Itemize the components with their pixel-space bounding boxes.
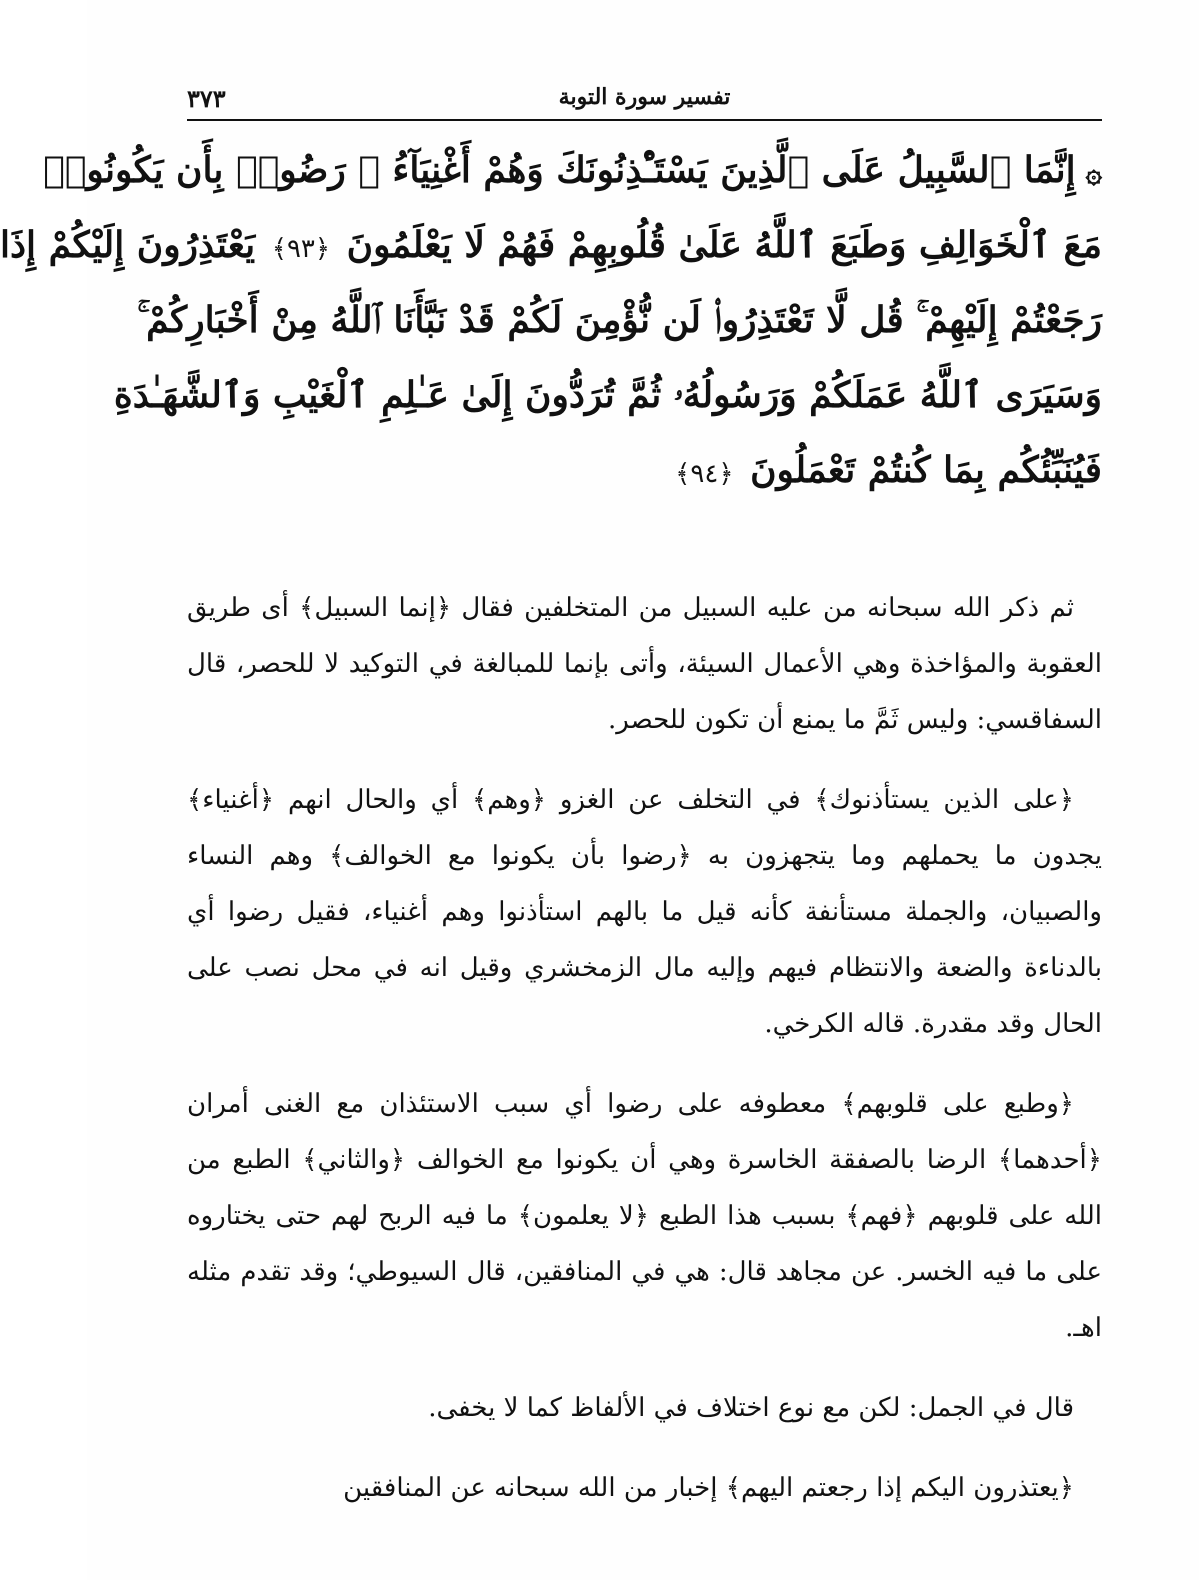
verse-text: فَيُنَبِّئُكُم بِمَا كُنتُمْ تَعْمَلُونَ — [750, 449, 1102, 491]
quran-verses — [0, 135, 1102, 510]
header-divider — [187, 119, 1102, 121]
commentary-paragraph: قال في الجمل: لكن مع نوع اختلاف في الألفاظ كما لا يخفى. — [428, 1393, 1074, 1423]
verse-text: يَعْتَذِرُونَ إِلَيْكُمْ إِذَا — [0, 224, 256, 266]
verse-line — [43, 135, 1102, 210]
verse-line — [0, 210, 1102, 285]
verse-text: مَعَ ٱلْخَوَالِفِ وَطَبَعَ ٱللَّهُ عَلَىٰ قُلُوبِهِمْ فَهُمْ لَا يَعْلَمُونَ — [346, 224, 1102, 266]
commentary-paragraph: ﴿على الذين يستأذنوك﴾ في التخلف عن الغزو ﴿وهم﴾ أي والحال انهم ﴿أغنياء﴾ يجدون ما يحملهم وما يتجهزون به ﴿رضوا بأن يكونوا مع الخوالف﴾ وهم النساء والصبيان، والجملة مستأنفة كأنه قيل ما بالهم استأذنوا وهم أغنياء، فقيل رضوا أي بالدناءة والضعة والانتظام فيهم وإليه مال الزمخشري وقيل انه في محل نصب على الحال وقد مقدرة. قاله الكرخي. — [187, 785, 1102, 1039]
verse-text: وَسَيَرَى ٱللَّهُ عَمَلَكُمْ وَرَسُولُهُۥ ثُمَّ تُرَدُّونَ إِلَىٰ عَـٰلِمِ ٱلْغَيْبِ وَٱلشَّهَـٰدَةِ — [113, 374, 1102, 416]
verse-text: إِنَّمَا ٱلسَّبِيلُ عَلَى ٱلَّذِينَ يَسْتَـْٔذِنُونَكَ وَهُمْ أَغْنِيَآءُ ۚ رَضُوا۟ بِأَن يَكُونُوا۟ — [43, 149, 1076, 191]
commentary-paragraph: ثم ذكر الله سبحانه من عليه السبيل من المتخلفين فقال ﴿إنما السبيل﴾ أى طريق العقوبة والمؤاخذة وهي الأعمال السيئة، وأتى بإنما للمبالغة في التوكيد لا للحصر، قال السفاقسي: وليس ثَمَّ ما يمنع أن تكون للحصر. — [187, 593, 1102, 735]
ayah-number-marker: ﴿٩٤﴾ — [675, 459, 734, 489]
page-header — [187, 78, 1102, 120]
page-number: ٣٧٣ — [187, 84, 226, 113]
verse-line — [113, 360, 1102, 435]
commentary-paragraph: ﴿وطبع على قلوبهم﴾ معطوفه على رضوا أي سبب الاستئذان مع الغنى أمران ﴿أحدهما﴾ الرضا بالصفقة الخاسرة وهي أن يكونوا مع الخوالف ﴿والثاني﴾ الطبع من الله على قلوبهم ﴿فهم﴾ بسبب هذا الطبع ﴿لا يعلمون﴾ ما فيه الربح لهم حتى يختاروه على ما فيه الخسر. عن مجاهد قال: هي في المنافقين، قال السيوطي؛ وقد تقدم مثله اهـ. — [187, 1089, 1102, 1343]
ayah-number-marker: ﴿٩٣﴾ — [271, 234, 331, 264]
page-title: تفسير سورة التوبة — [558, 84, 731, 110]
verse-text: رَجَعْتُمْ إِلَيْهِمْ ۚ قُل لَّا تَعْتَذِرُوا۟ لَن نُّؤْمِنَ لَكُمْ قَدْ نَبَّأَنَا ٱللَّهُ مِنْ أَخْبَارِكُمْ ۚ — [137, 299, 1102, 341]
verse-line — [187, 435, 1102, 510]
verse-line — [137, 285, 1102, 360]
hizb-ornament-icon: ۞ — [1085, 156, 1102, 189]
commentary-paragraph: ﴿يعتذرون اليكم إذا رجعتم اليهم﴾ إخبار من الله سبحانه عن المنافقين — [343, 1473, 1074, 1503]
commentary-body — [187, 580, 1102, 1540]
